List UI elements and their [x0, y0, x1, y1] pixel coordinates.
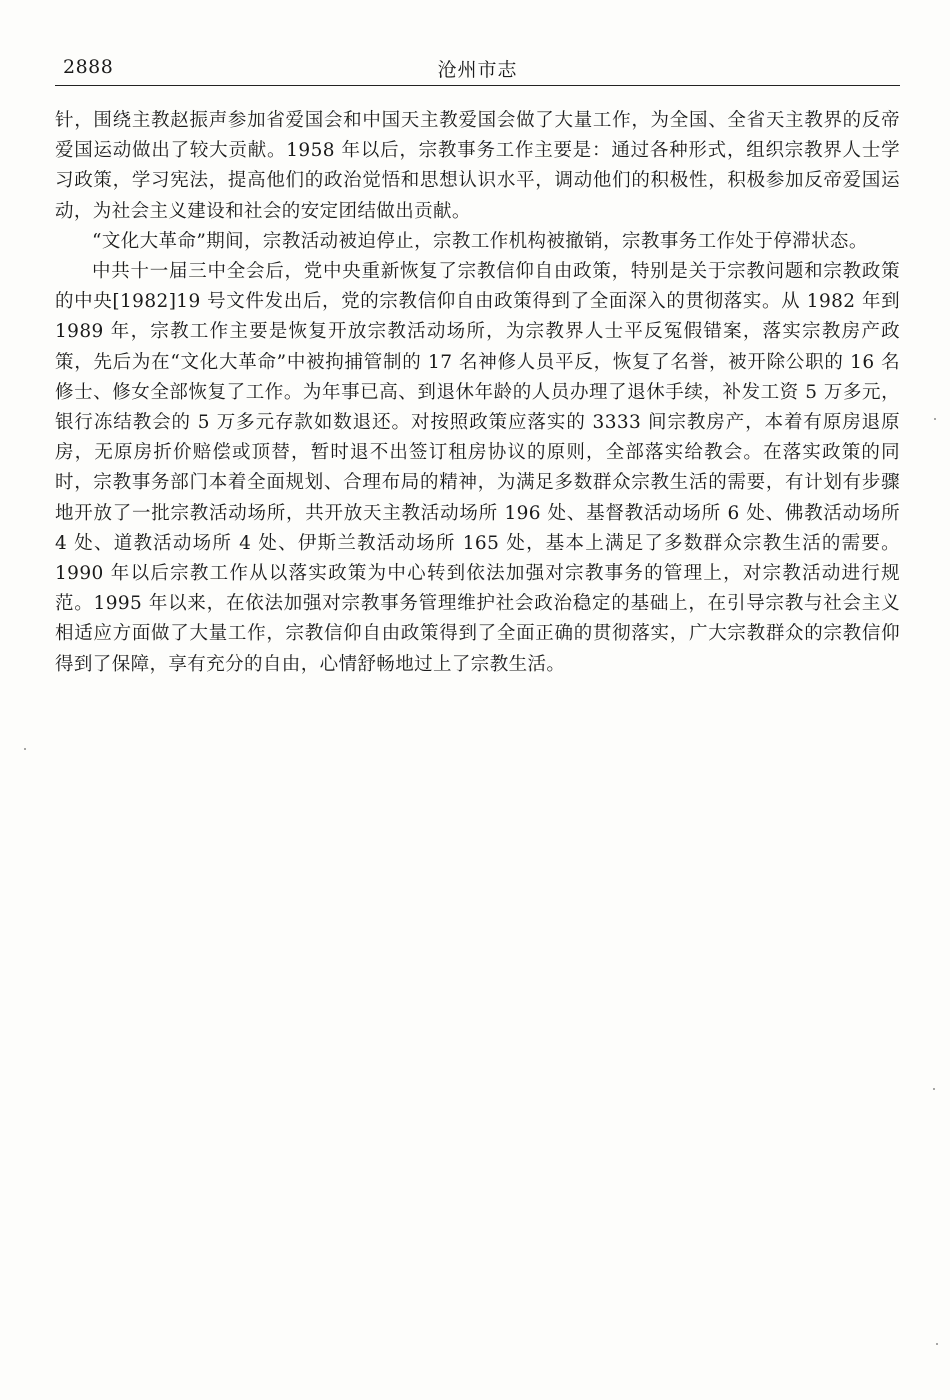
scan-speck [936, 1343, 938, 1345]
scan-speck [24, 748, 26, 750]
paragraph-continued: 针，围绕主教赵振声参加省爱国会和中国天主教爱国会做了大量工作，为全国、全省天主教界的反帝爱国运动做出了较大贡献。1958 年以后，宗教事务工作主要是：通过各种形式，组织宗教界人士学习政策，学习宪法，提高他们的政治觉悟和思想认识水平，调动他们的积极性，积极参加反帝爱国运动，为社会主义建设和社会的安定团结做出贡献。 [55, 110, 900, 222]
header-rule [55, 85, 900, 86]
body-text [55, 106, 900, 680]
running-title: 沧州市志 [437, 59, 518, 81]
paragraph-cultural-revolution: “文化大革命”期间，宗教活动被迫停止，宗教工作机构被撤销，宗教事务工作处于停滞状态。 [92, 230, 868, 252]
scan-speck [934, 418, 936, 420]
page-number: 2888 [63, 56, 114, 78]
paragraph-policy-restoration: 中共十一届三中全会后，党中央重新恢复了宗教信仰自由政策，特别是关于宗教问题和宗教政策的中央[1982]19 号文件发出后，党的宗教信仰自由政策得到了全面深入的贯彻落实。从 1982 年到 1989 年，宗教工作主要是恢复开放宗教活动场所，为宗教界人士平反冤假错案，落实宗教房产政策，先后为在“文化大革命”中被拘捕管制的 17 名神修人员平反，恢复了名誉，被开除公职的 16 名修士、修女全部恢复了工作。为年事已高、到退休年龄的人员办理了退休手续，补发工资 5 万多元，银行冻结教会的 5 万多元存款如数退还。对按照政策应落实的 3333 间宗教房产，本着有原房退原房，无原房折价赔偿或顶替，暂时退不出签订租房协议的原则，全部落实给教会。在落实政策的同时，宗教事务部门本着全面规划、合理布局的精神，为满足多数群众宗教生活的需要，有计划有步骤地开放了一批宗教活动场所，共开放天主教活动场所 196 处、基督教活动场所 6 处、佛教活动场所 4 处、道教活动场所 4 处、伊斯兰教活动场所 165 处，基本上满足了多数群众宗教生活的需要。1990 年以后宗教工作从以落实政策为中心转到依法加强对宗教事务的管理上，对宗教活动进行规范。1995 年以来，在依法加强对宗教事务管理维护社会政治稳定的基础上，在引导宗教与社会主义相适应方面做了大量工作，宗教信仰自由政策得到了全面正确的贯彻落实，广大宗教群众的宗教信仰得到了保障，享有充分的自由，心情舒畅地过上了宗教生活。 [55, 261, 900, 675]
scan-speck [933, 1088, 935, 1090]
page-header [55, 52, 900, 86]
